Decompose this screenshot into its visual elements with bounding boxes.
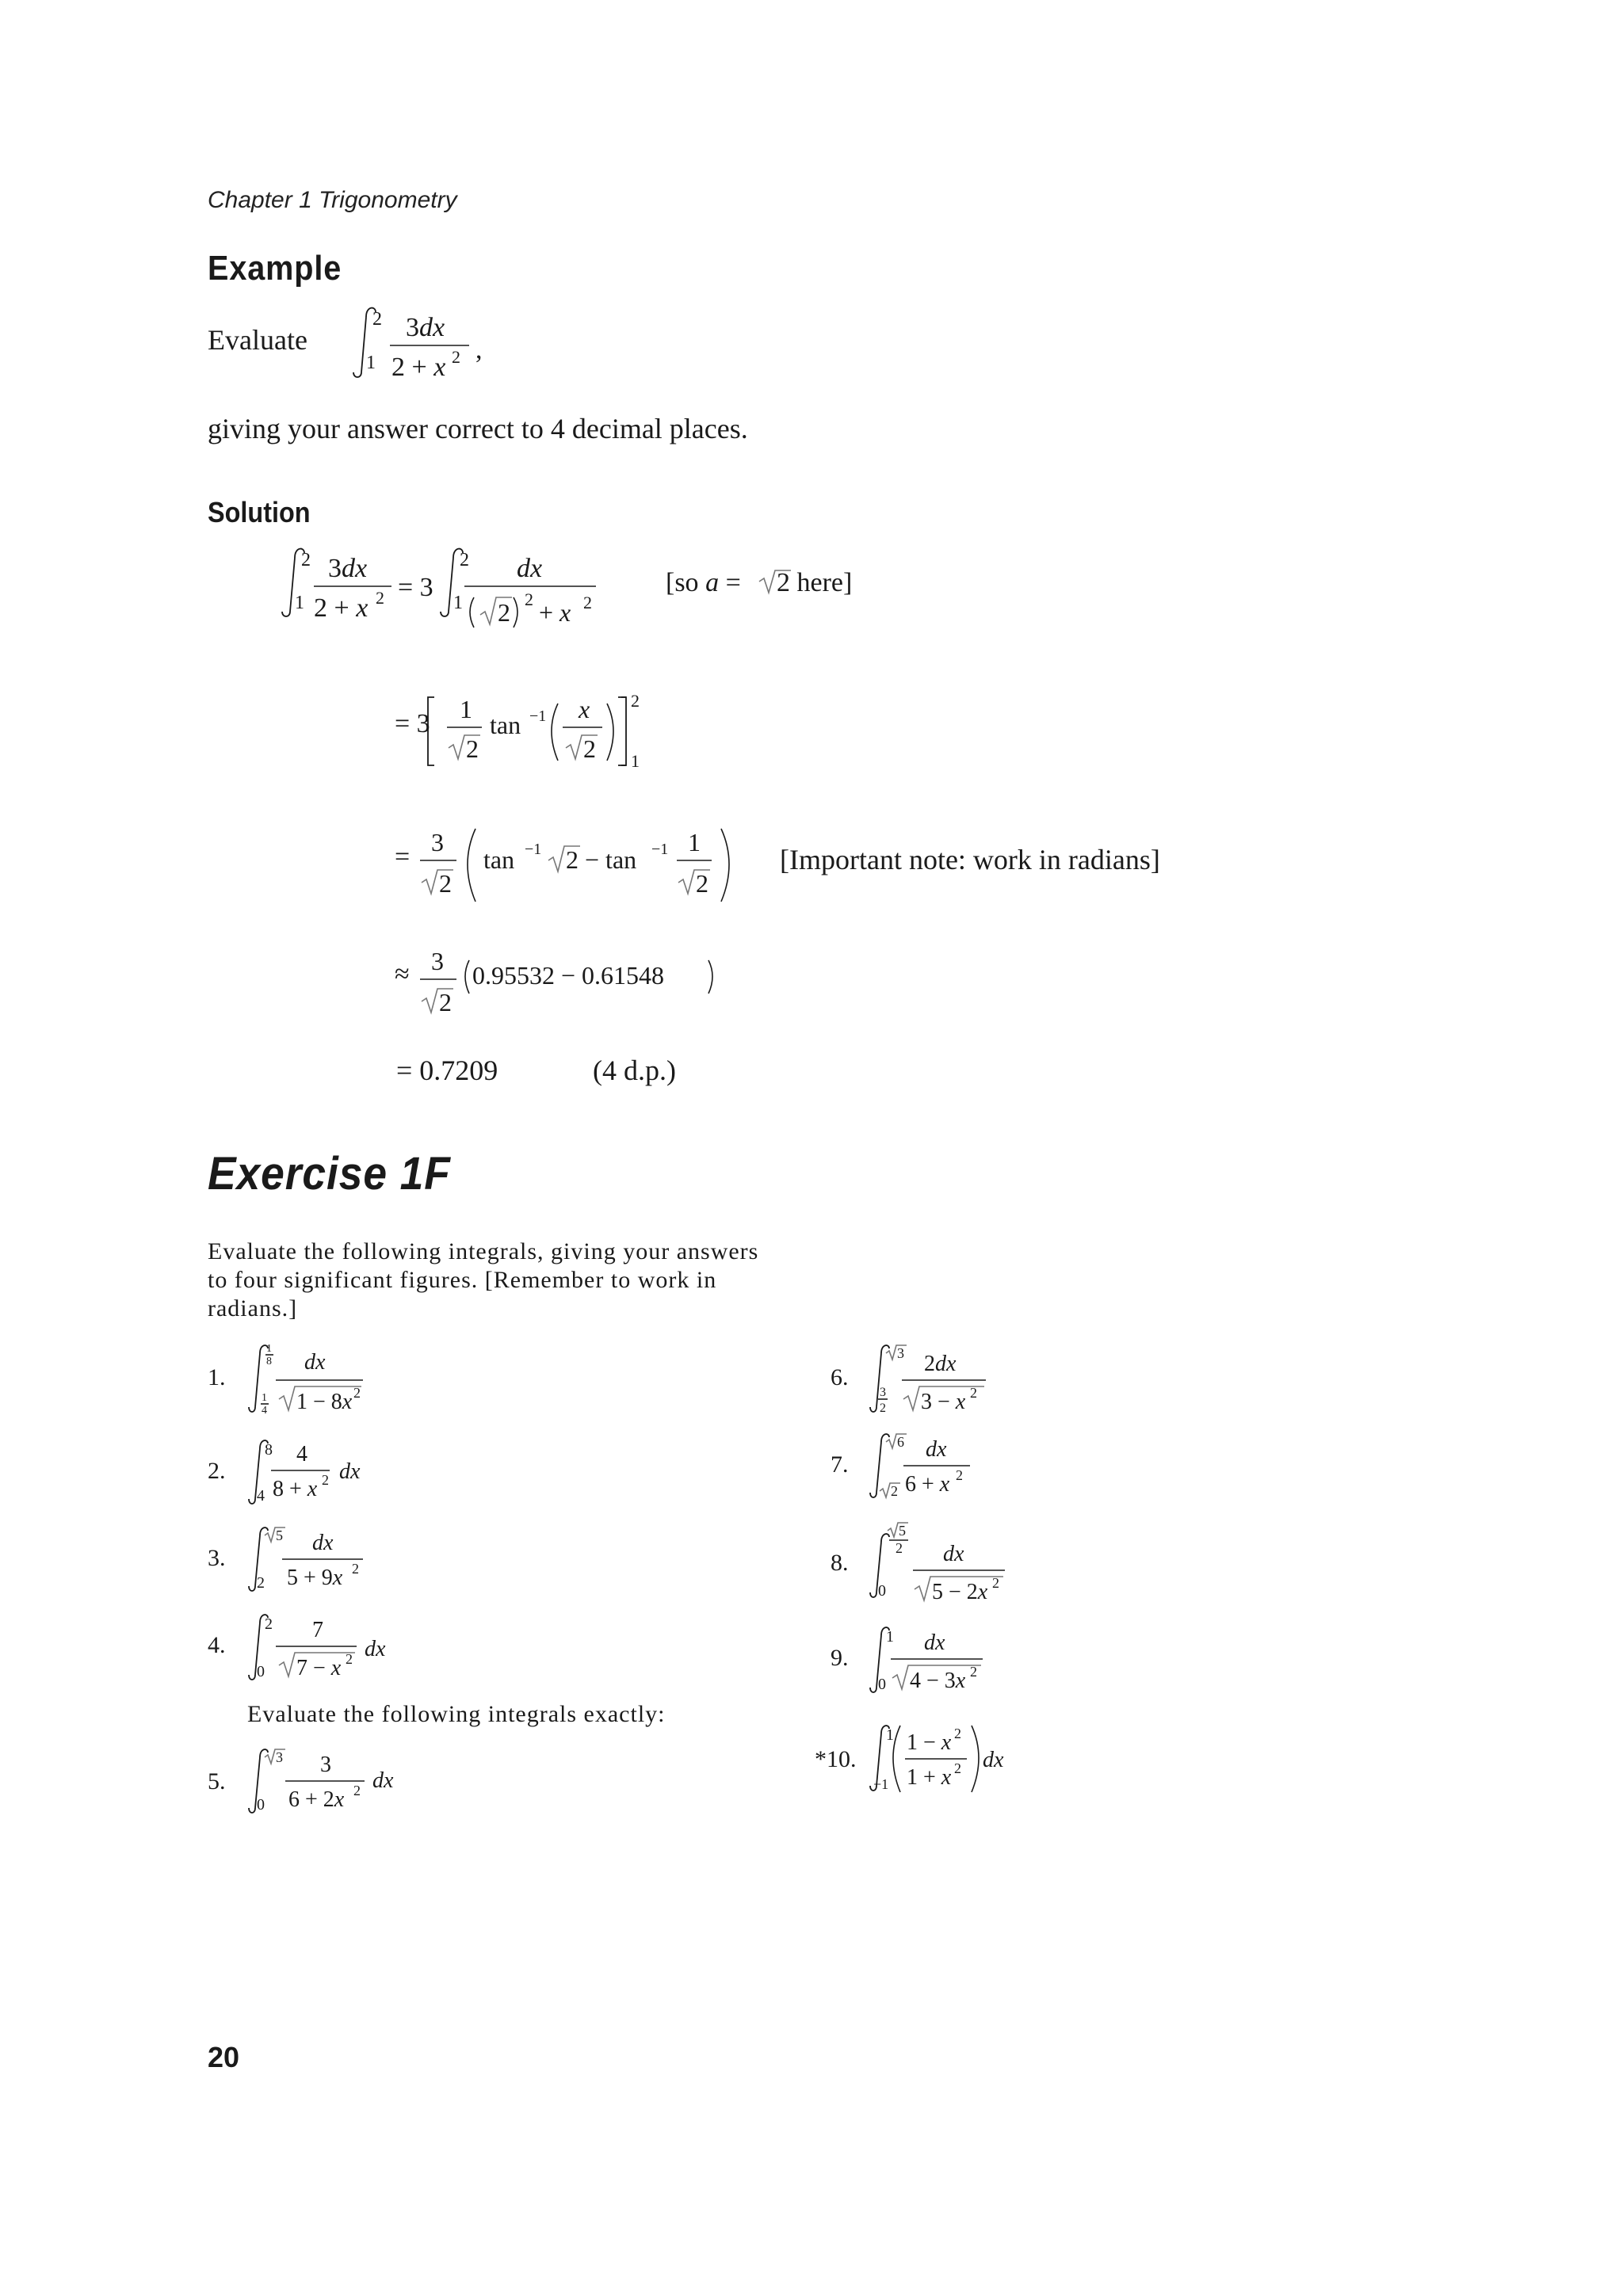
example-integral bbox=[349, 301, 539, 388]
svg-text:6 + 2x: 6 + 2x bbox=[288, 1787, 345, 1812]
svg-text:3: 3 bbox=[897, 1345, 904, 1361]
svg-text:0: 0 bbox=[257, 1796, 265, 1814]
solution-note-3: [Important note: work in radians] bbox=[780, 844, 1160, 875]
svg-text:4: 4 bbox=[296, 1442, 307, 1466]
svg-text:+ x: + x bbox=[539, 598, 571, 627]
svg-text:1: 1 bbox=[262, 1392, 267, 1404]
svg-text:dx: dx bbox=[339, 1459, 361, 1484]
svg-text:2dx: 2dx bbox=[924, 1352, 957, 1376]
svg-text:2: 2 bbox=[696, 869, 708, 898]
problem-number: 6. bbox=[831, 1364, 849, 1390]
svg-text:dx: dx bbox=[365, 1637, 386, 1661]
svg-text:=: = bbox=[395, 842, 411, 871]
svg-text:2: 2 bbox=[880, 1402, 886, 1415]
svg-text:0: 0 bbox=[878, 1582, 886, 1600]
svg-text:4 − 3x: 4 − 3x bbox=[910, 1669, 966, 1693]
svg-text:2: 2 bbox=[891, 1483, 898, 1499]
svg-text:2: 2 bbox=[265, 1615, 273, 1633]
problem-number: 9. bbox=[831, 1645, 849, 1671]
problem-number: 3. bbox=[208, 1545, 226, 1571]
svg-text:7: 7 bbox=[312, 1618, 323, 1642]
problem-number: *10. bbox=[815, 1746, 857, 1772]
svg-text:1: 1 bbox=[886, 1628, 894, 1646]
svg-text:= 3: = 3 bbox=[395, 709, 430, 738]
svg-text:dx: dx bbox=[983, 1748, 1004, 1772]
svg-text:1 − 8x: 1 − 8x bbox=[296, 1390, 353, 1414]
problem-number: 8. bbox=[831, 1550, 849, 1576]
svg-text:2: 2 bbox=[954, 1760, 961, 1776]
svg-text:2: 2 bbox=[460, 550, 469, 570]
svg-text:5: 5 bbox=[899, 1523, 906, 1539]
problem-number: 4. bbox=[208, 1632, 226, 1658]
problem-number: 7. bbox=[831, 1451, 849, 1478]
running-head: Chapter 1 Trigonometry bbox=[208, 187, 457, 213]
problem-10-integral bbox=[867, 1719, 1025, 1806]
svg-text:3 − x: 3 − x bbox=[921, 1390, 966, 1414]
exercise-heading: Exercise 1F bbox=[208, 1148, 451, 1199]
problem-2-integral bbox=[246, 1434, 380, 1513]
svg-text:2: 2 bbox=[372, 309, 382, 330]
svg-text:2 + x: 2 + x bbox=[391, 353, 446, 382]
svg-text:dx: dx bbox=[312, 1531, 334, 1555]
problem-5-integral bbox=[246, 1743, 404, 1822]
svg-text:2: 2 bbox=[525, 589, 533, 609]
svg-text:1: 1 bbox=[366, 353, 376, 373]
svg-text:5 + 9x: 5 + 9x bbox=[287, 1566, 343, 1590]
svg-text:2: 2 bbox=[583, 593, 592, 612]
svg-text:−1: −1 bbox=[529, 707, 547, 725]
svg-text:8: 8 bbox=[266, 1356, 272, 1367]
problem-number: 2. bbox=[208, 1458, 226, 1484]
problem-6-integral bbox=[867, 1339, 1010, 1426]
solution-note-1 bbox=[666, 561, 888, 605]
svg-text:4: 4 bbox=[257, 1487, 265, 1505]
svg-text:2: 2 bbox=[452, 347, 460, 367]
svg-text:2: 2 bbox=[992, 1575, 999, 1591]
svg-text:2 − tan: 2 − tan bbox=[566, 845, 637, 874]
svg-text:−1: −1 bbox=[873, 1776, 889, 1792]
svg-text:4: 4 bbox=[262, 1405, 267, 1417]
svg-text:1: 1 bbox=[295, 593, 304, 613]
svg-text:8 + x: 8 + x bbox=[273, 1477, 318, 1501]
svg-text:2: 2 bbox=[439, 988, 452, 1016]
svg-text:2: 2 bbox=[353, 1385, 361, 1401]
svg-text:2: 2 bbox=[376, 588, 384, 608]
svg-text:1: 1 bbox=[266, 1343, 272, 1355]
svg-text:1: 1 bbox=[453, 593, 463, 613]
svg-text:6 + x: 6 + x bbox=[905, 1472, 950, 1497]
example-heading: Example bbox=[208, 249, 342, 288]
svg-text:2: 2 bbox=[301, 550, 311, 570]
page-number: 20 bbox=[208, 2041, 240, 2073]
svg-text:dx: dx bbox=[304, 1350, 326, 1375]
svg-text:2 here]: 2 here] bbox=[777, 568, 853, 597]
svg-text:3: 3 bbox=[320, 1753, 331, 1777]
svg-text:1: 1 bbox=[688, 828, 701, 856]
solution-step-2 bbox=[393, 681, 663, 776]
problem-number: 1. bbox=[208, 1364, 226, 1390]
svg-text:2: 2 bbox=[896, 1540, 903, 1556]
svg-text:3dx: 3dx bbox=[406, 313, 445, 342]
svg-text:5: 5 bbox=[276, 1527, 283, 1543]
svg-text:0.95532 − 0.61548: 0.95532 − 0.61548 bbox=[472, 961, 665, 990]
svg-text:2: 2 bbox=[631, 691, 640, 711]
svg-text:3: 3 bbox=[880, 1386, 886, 1399]
solution-step-4 bbox=[393, 938, 742, 1025]
svg-text:−1: −1 bbox=[651, 841, 669, 858]
svg-text:tan: tan bbox=[490, 711, 521, 739]
solution-step-1 bbox=[277, 539, 626, 642]
svg-text:2: 2 bbox=[439, 869, 452, 898]
svg-text:3: 3 bbox=[431, 828, 444, 856]
problem-8-integral bbox=[867, 1520, 1025, 1615]
problem-9-integral bbox=[867, 1621, 1010, 1708]
problem-1-integral bbox=[246, 1339, 380, 1426]
svg-text:2: 2 bbox=[466, 734, 479, 763]
svg-text:dx: dx bbox=[924, 1630, 945, 1655]
svg-text:3: 3 bbox=[276, 1749, 283, 1765]
svg-text:2: 2 bbox=[498, 598, 510, 627]
svg-text:2: 2 bbox=[970, 1664, 977, 1680]
svg-text:dx: dx bbox=[372, 1768, 394, 1793]
svg-text:8: 8 bbox=[265, 1441, 273, 1459]
svg-text:1 + x: 1 + x bbox=[907, 1765, 952, 1790]
svg-text:0: 0 bbox=[878, 1676, 886, 1693]
svg-text:[so a =: [so a = bbox=[666, 568, 741, 597]
svg-text:1: 1 bbox=[460, 695, 472, 723]
svg-text:2: 2 bbox=[970, 1385, 977, 1401]
solution-step-3 bbox=[393, 816, 742, 911]
exercise-subintro: Evaluate the following integrals exactly: bbox=[247, 1701, 666, 1727]
svg-text:2: 2 bbox=[322, 1472, 329, 1488]
solution-precision: (4 d.p.) bbox=[593, 1055, 676, 1086]
problem-number: 5. bbox=[208, 1768, 226, 1794]
svg-text:2: 2 bbox=[583, 734, 596, 763]
svg-text:6: 6 bbox=[897, 1434, 904, 1450]
svg-text:−1: −1 bbox=[525, 841, 542, 858]
exercise-intro: Evaluate the following integrals, giving your answers to four significant figures. [Remember to work in radians.] bbox=[208, 1238, 759, 1322]
svg-text:3dx: 3dx bbox=[328, 554, 368, 583]
svg-text:0: 0 bbox=[257, 1663, 265, 1680]
svg-text:2: 2 bbox=[954, 1726, 961, 1741]
svg-text:= 3: = 3 bbox=[398, 573, 433, 602]
svg-text:dx: dx bbox=[517, 554, 543, 583]
svg-text:dx: dx bbox=[943, 1542, 964, 1566]
svg-text:2: 2 bbox=[352, 1561, 359, 1577]
svg-text:tan: tan bbox=[483, 845, 515, 874]
solution-heading: Solution bbox=[208, 496, 311, 528]
svg-text:,: , bbox=[475, 335, 483, 364]
svg-text:≈: ≈ bbox=[395, 959, 410, 989]
svg-text:x: x bbox=[579, 695, 590, 723]
example-instruction: giving your answer correct to 4 decimal places. bbox=[208, 413, 748, 444]
solution-result: = 0.7209 bbox=[396, 1055, 498, 1086]
svg-text:1: 1 bbox=[886, 1726, 894, 1744]
problem-7-integral bbox=[867, 1428, 1010, 1507]
problem-4-integral bbox=[246, 1608, 404, 1695]
svg-text:2: 2 bbox=[353, 1783, 361, 1798]
svg-text:5 − 2x: 5 − 2x bbox=[932, 1580, 988, 1604]
svg-text:7 − x: 7 − x bbox=[296, 1656, 342, 1680]
problem-3-integral bbox=[246, 1521, 380, 1600]
svg-text:dx: dx bbox=[926, 1437, 947, 1462]
evaluate-label: Evaluate bbox=[208, 324, 307, 356]
svg-text:2: 2 bbox=[257, 1574, 265, 1592]
svg-text:2 + x: 2 + x bbox=[314, 593, 369, 623]
svg-text:1 − x: 1 − x bbox=[907, 1730, 952, 1755]
svg-text:2: 2 bbox=[956, 1467, 963, 1483]
svg-text:3: 3 bbox=[431, 947, 444, 975]
svg-text:2: 2 bbox=[346, 1651, 353, 1667]
svg-text:1: 1 bbox=[631, 751, 640, 771]
